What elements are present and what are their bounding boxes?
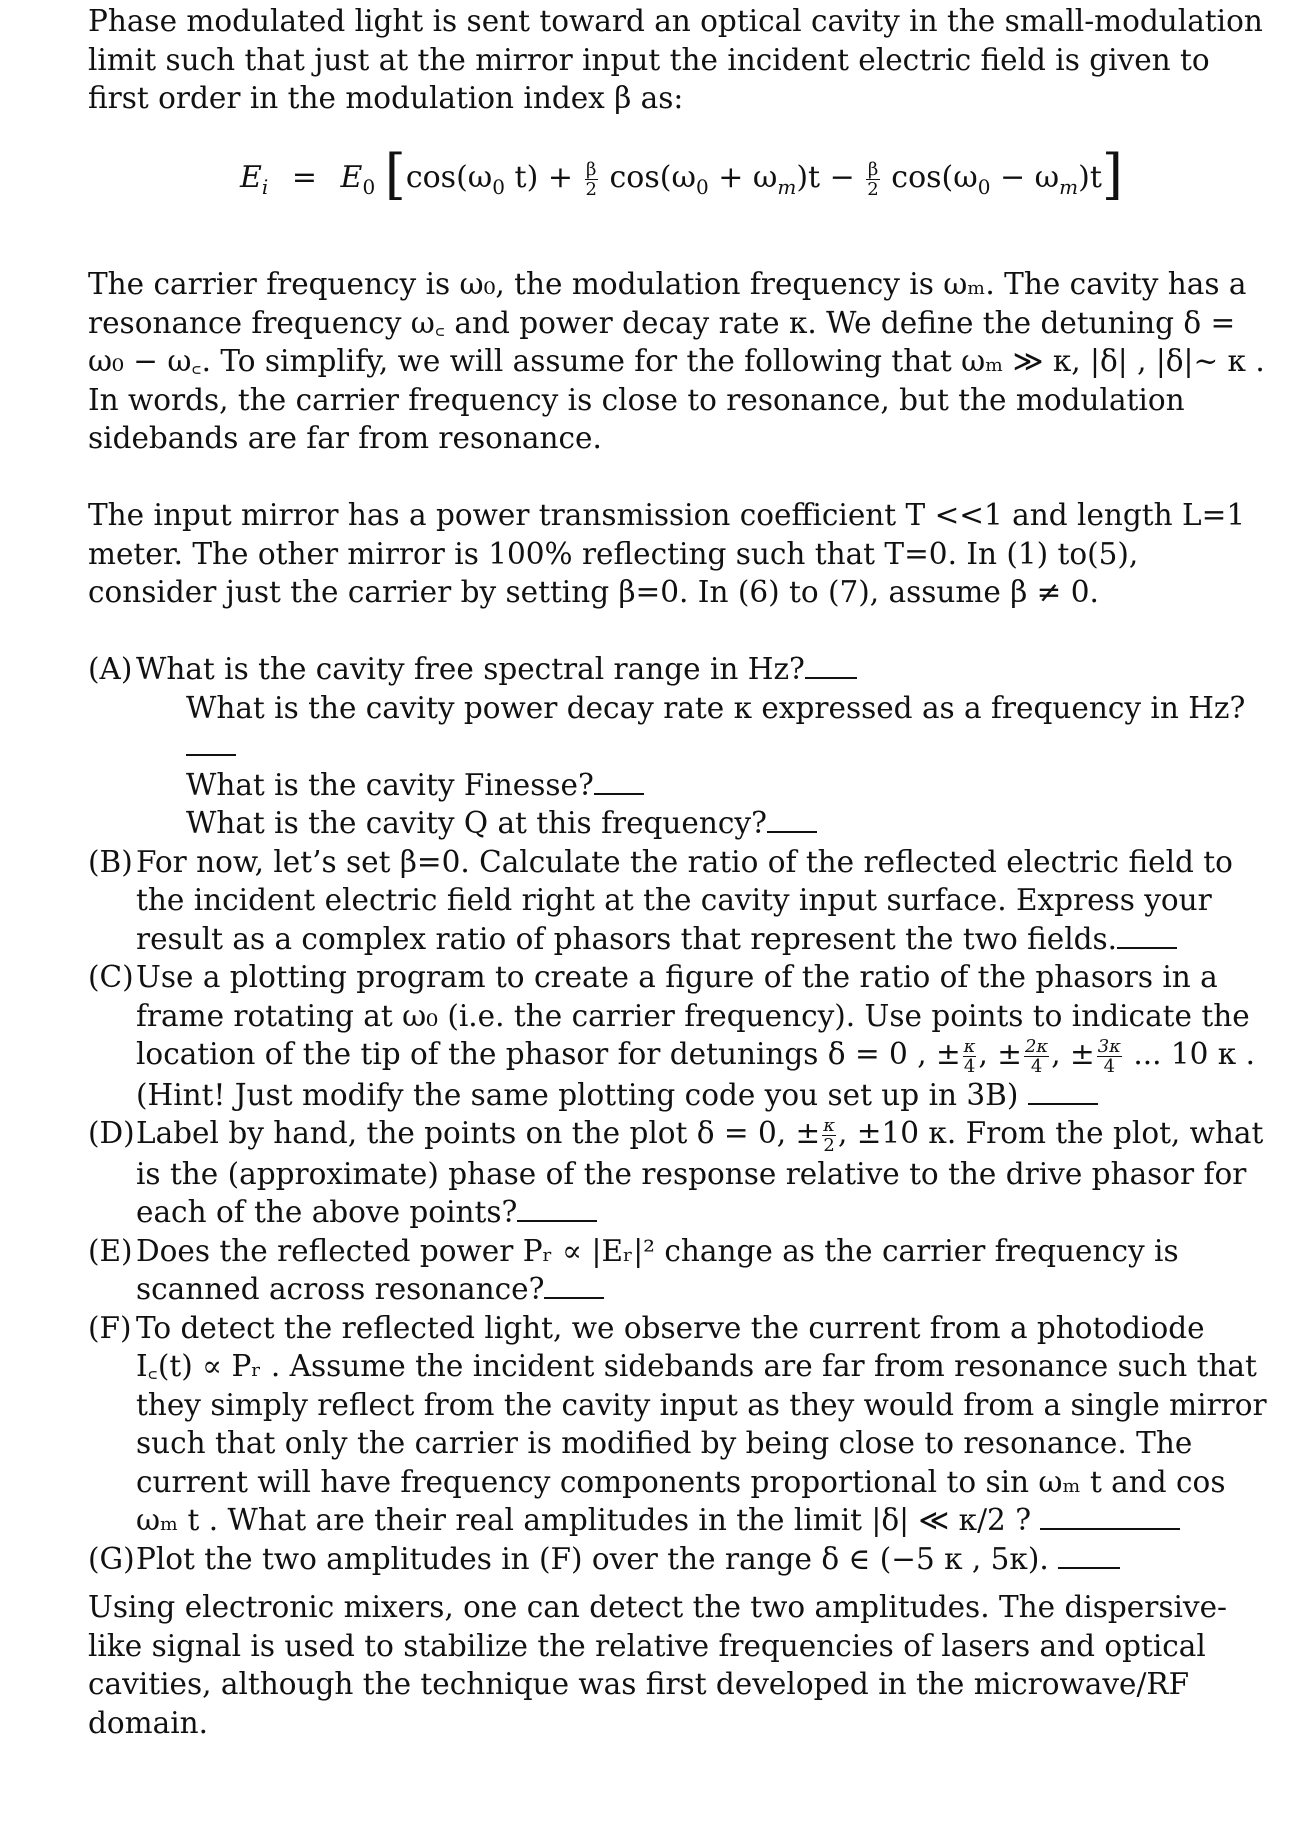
answer-blank[interactable]: [1040, 1527, 1180, 1530]
question-e: (E) Does the reflected power Pᵣ ∝ |Eᵣ|² change as the carrier frequency is scanned across resonance?: [88, 1233, 1179, 1306]
question-a-sub2: What is the cavity Finesse?: [88, 766, 1268, 805]
eq-lhs: E: [240, 160, 262, 195]
question-a-sub1: What is the cavity power decay rate κ expressed as a frequency in Hz?: [88, 689, 1268, 766]
question-a: (A) What is the cavity free spectral range in Hz?: [88, 650, 1268, 689]
answer-blank[interactable]: [1117, 946, 1177, 949]
intro-paragraph: Phase modulated light is sent toward an optical cavity in the small-modulation limit such that just at the mirror input the incident electric field is given to first order in the modulation index β as:: [88, 4, 1263, 115]
closing-paragraph: Using electronic mixers, one can detect the two amplitudes. The dispersive-like signal is used to stabilize the relative frequencies of lasers and optical cavities, although the technique was first developed in the microwave/RF domain.: [88, 1590, 1228, 1740]
answer-blank[interactable]: [517, 1219, 597, 1222]
question-d: (D) Label by hand, the points on the plot δ = 0, ± $\frac{\kappa}{2}$ , ±10 κ. From the plot, what is the (approximate) phase of the response relative to the drive phasor for each of the above points?: [88, 1114, 1264, 1229]
eq-term2: cos(ω: [609, 160, 696, 195]
eq-amp: E: [340, 160, 363, 195]
question-c: (C) Use a plotting program to create a figure of the ratio of the phasors in a frame rotating at ω₀ (i.e. the carrier frequency). Use points to indicate the location of the tip of the phasor for detunings δ = 0 , ± $\frac{\kappa}{4}$ , ± $\frac{2\kappa}{4}$ , ± $\frac{3\kappa}{4}$ ... 10 κ . (Hint! Just modify the same plotting code you set up in 3B): [88, 960, 1255, 1112]
question-list: [88, 650, 1268, 1578]
eq-frac1: $\frac{\beta}{2}$: [585, 158, 597, 200]
eq-frac2: $\frac{\beta}{2}$: [867, 158, 879, 200]
answer-blank[interactable]: [544, 1296, 604, 1299]
answer-blank[interactable]: [805, 676, 857, 679]
question-g: (G) Plot the two amplitudes in (F) over the range δ ∈ (−5 κ , 5κ).: [88, 1540, 1268, 1579]
eq-term1-tail: t) +: [504, 160, 573, 195]
incident-field-equation: $E_i = E_0$ [$\cos(\omega_0$ t) + $\frac{\beta}{2}$ $\cos(\omega_0 + \omega_m)t$ − $\frac{\beta}{2}$ $\cos(\omega_0 - \omega_m)t$]: [240, 143, 1123, 206]
eq-term3: cos(ω: [891, 160, 978, 195]
eq-amp-sub: 0: [362, 175, 376, 199]
answer-blank[interactable]: [1058, 1566, 1120, 1569]
answer-blank[interactable]: [186, 753, 236, 756]
question-b: (B) For now, let’s set β=0. Calculate the ratio of the reflected electric field to the incident electric field right at the cavity input surface. Express your result as a complex ratio of phasors that represent the two fields.: [88, 844, 1233, 956]
question-f: (F) To detect the reflected light, we observe the current from a photodiode I꜀(t) ∝ Pᵣ . Assume the incident sidebands are far from resonance such that they simply reflect from the cavity input as they would from a single mirror such that only the carrier is modified by being close to resonance. The current will have frequency components proportional to sin ωₘ t and cos ωₘ t . What are their real amplitudes in the limit |δ| ≪ κ/2 ?: [88, 1310, 1267, 1537]
mirror-paragraph: The input mirror has a power transmission coefficient T <<1 and length L=1 meter. The other mirror is 100% reflecting such that T=0. In (1) to(5), consider just the carrier by setting β=0. In (6) to (7), assume β ≠ 0.: [88, 498, 1246, 609]
question-a-sub3: What is the cavity Q at this frequency?: [88, 804, 1268, 843]
parameters-paragraph: The carrier frequency is ω₀, the modulation frequency is ωₘ. The cavity has a resonance frequency ω꜀ and power decay rate κ. We define the detuning δ = ω₀ − ω꜀. To simplify, we will assume for the following that ωₘ ≫ κ, |δ| , |δ|~ κ . In words, the carrier frequency is close to resonance, but the modulation sidebands are far from resonance.: [88, 267, 1265, 455]
answer-blank[interactable]: [594, 792, 644, 795]
answer-blank[interactable]: [1028, 1102, 1098, 1105]
eq-lhs-sub: i: [261, 175, 269, 199]
answer-blank[interactable]: [767, 830, 817, 833]
eq-term1: cos(ω: [405, 160, 493, 195]
